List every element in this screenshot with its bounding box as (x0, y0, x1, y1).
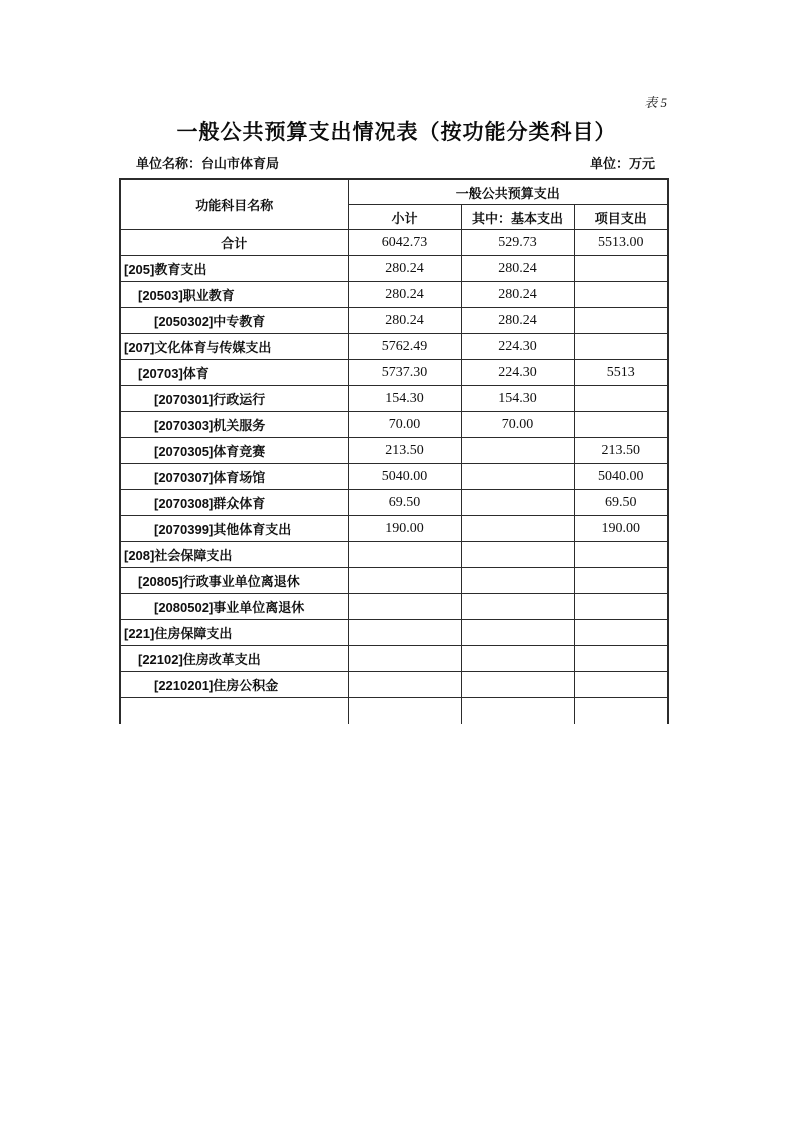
subtotal-cell (348, 672, 461, 698)
basic-cell: 154.30 (461, 386, 574, 412)
basic-cell (461, 490, 574, 516)
row-name-cell: [2050302]中专教育 (120, 308, 348, 334)
table-number-tag: 表 5 (644, 95, 667, 110)
table-row (120, 256, 668, 282)
project-cell (574, 282, 668, 308)
currency-unit-label: 单位：万元 (589, 156, 655, 171)
table-row (120, 412, 668, 438)
row-name-cell: [207]文化体育与传媒支出 (120, 334, 348, 360)
project-cell: 5513.00 (574, 230, 668, 256)
table-row (120, 438, 668, 464)
subtotal-cell: 190.00 (348, 516, 461, 542)
project-cell (574, 386, 668, 412)
subtotal-cell (348, 594, 461, 620)
project-cell (574, 412, 668, 438)
table-row (120, 542, 668, 568)
project-cell: 190.00 (574, 516, 668, 542)
table-row (120, 464, 668, 490)
row-name-cell: [208]社会保障支出 (120, 542, 348, 568)
budget-table-body (120, 230, 668, 724)
budget-table-header (120, 179, 668, 230)
basic-cell: 224.30 (461, 360, 574, 386)
project-cell (574, 308, 668, 334)
column-header-subtotal: 小计 (348, 205, 461, 230)
subtotal-cell: 70.00 (348, 412, 461, 438)
basic-cell (461, 542, 574, 568)
subtotal-cell (348, 620, 461, 646)
row-name-cell: [2080502]事业单位离退休 (120, 594, 348, 620)
subtotal-cell (348, 542, 461, 568)
budget-table (119, 178, 669, 724)
column-header-basic-expenditure: 其中：基本支出 (461, 205, 574, 230)
table-row (120, 672, 668, 698)
column-header-function-name: 功能科目名称 (120, 179, 348, 230)
basic-cell: 280.24 (461, 282, 574, 308)
subtotal-cell (348, 568, 461, 594)
row-name-cell: 合计 (120, 230, 348, 256)
table-row (120, 334, 668, 360)
project-cell (574, 334, 668, 360)
row-name-cell: [205]教育支出 (120, 256, 348, 282)
row-name-cell: [22102]住房改革支出 (120, 646, 348, 672)
row-name-cell: [2210201]住房公积金 (120, 672, 348, 698)
table-row (120, 620, 668, 646)
subtotal-cell (348, 646, 461, 672)
basic-cell (461, 464, 574, 490)
row-name-cell: [2070303]机关服务 (120, 412, 348, 438)
project-cell: 5513 (574, 360, 668, 386)
row-name-cell: [20805]行政事业单位离退休 (120, 568, 348, 594)
subtotal-cell: 280.24 (348, 282, 461, 308)
column-header-group-budget-expenditure: 一般公共预算支出 (348, 179, 668, 205)
row-name-cell: [20503]职业教育 (120, 282, 348, 308)
subtotal-cell: 5762.49 (348, 334, 461, 360)
table-row (120, 568, 668, 594)
meta-line (119, 153, 667, 172)
column-header-project-expenditure: 项目支出 (574, 205, 668, 230)
row-name-cell (120, 698, 348, 724)
project-cell: 69.50 (574, 490, 668, 516)
project-cell: 213.50 (574, 438, 668, 464)
subtotal-cell: 280.24 (348, 256, 461, 282)
basic-cell (461, 698, 574, 724)
project-cell (574, 646, 668, 672)
project-cell (574, 256, 668, 282)
subtotal-cell: 69.50 (348, 490, 461, 516)
project-cell (574, 542, 668, 568)
basic-cell: 280.24 (461, 256, 574, 282)
project-cell (574, 568, 668, 594)
basic-cell (461, 672, 574, 698)
subtotal-cell: 6042.73 (348, 230, 461, 256)
table-row (120, 386, 668, 412)
subtotal-cell (348, 698, 461, 724)
subtotal-cell: 154.30 (348, 386, 461, 412)
project-cell (574, 672, 668, 698)
row-name-cell: [2070307]体育场馆 (120, 464, 348, 490)
table-row (120, 230, 668, 256)
subtotal-cell: 280.24 (348, 308, 461, 334)
table-row (120, 594, 668, 620)
basic-cell: 529.73 (461, 230, 574, 256)
row-name-cell: [221]住房保障支出 (120, 620, 348, 646)
basic-cell: 280.24 (461, 308, 574, 334)
project-cell (574, 594, 668, 620)
project-cell (574, 620, 668, 646)
row-name-cell: [2070308]群众体育 (120, 490, 348, 516)
subtotal-cell: 213.50 (348, 438, 461, 464)
page-title: 一般公共预算支出情况表（按功能分类科目） (176, 120, 617, 144)
basic-cell (461, 646, 574, 672)
basic-cell (461, 620, 574, 646)
row-name-cell: [20703]体育 (120, 360, 348, 386)
project-cell: 5040.00 (574, 464, 668, 490)
table-row (120, 646, 668, 672)
subtotal-cell: 5737.30 (348, 360, 461, 386)
basic-cell: 224.30 (461, 334, 574, 360)
unit-name-label: 单位名称：台山市体育局 (136, 156, 280, 171)
basic-cell (461, 438, 574, 464)
basic-cell: 70.00 (461, 412, 574, 438)
basic-cell (461, 568, 574, 594)
table-row (120, 282, 668, 308)
row-name-cell: [2070305]体育竞赛 (120, 438, 348, 464)
table-row (120, 360, 668, 386)
table-row (120, 490, 668, 516)
basic-cell (461, 516, 574, 542)
table-row (120, 308, 668, 334)
table-row (120, 516, 668, 542)
project-cell (574, 698, 668, 724)
subtotal-cell: 5040.00 (348, 464, 461, 490)
row-name-cell: [2070301]行政运行 (120, 386, 348, 412)
table-row-partial (120, 698, 668, 724)
row-name-cell: [2070399]其他体育支出 (120, 516, 348, 542)
basic-cell (461, 594, 574, 620)
